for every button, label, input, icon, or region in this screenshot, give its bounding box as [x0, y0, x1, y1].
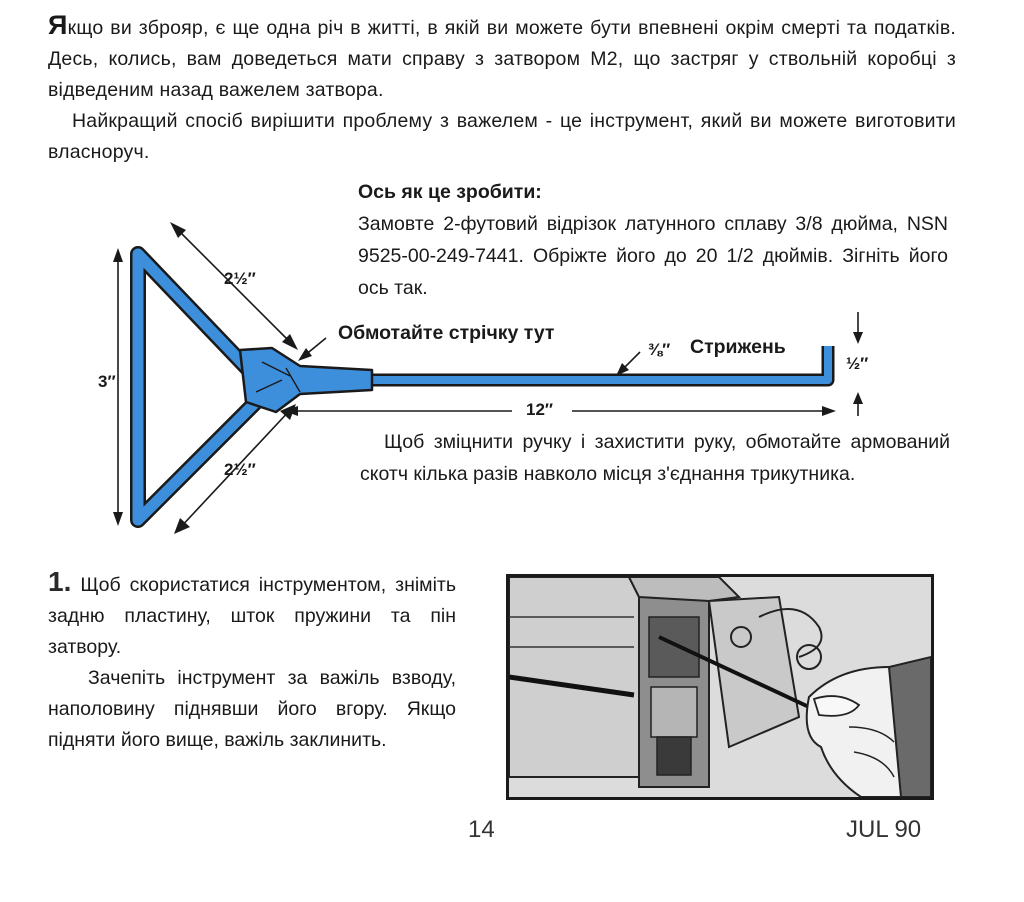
step-number: 1. [48, 566, 72, 597]
tape-leader-arrow [298, 338, 326, 361]
step-1-text-1: Щоб скористатися інструментом, зніміть задню пластину, шток пружини та пін затвору. [48, 574, 456, 658]
rod-length-label: 12″ [526, 400, 554, 419]
rod-label: Стрижень [690, 336, 786, 358]
intro-paragraph-1-text: кщо ви зброяр, є ще одна річ в житті, в якій ви можете бути впевнені окрім смерті та податків. Десь, колись, вам доведеться мати справу з затвором M2, що застряг у ствольній коробці з відведеним назад важелем затвора. [48, 17, 956, 101]
publication-date: JUL 90 [846, 816, 922, 843]
wrap-note [360, 426, 950, 490]
step-1 [48, 566, 456, 756]
step-1-paragraph-1 [48, 566, 456, 663]
instructions-heading: Ось як це зробити: [358, 181, 542, 203]
instructions-body: Замовте 2-футовий відрізок латунного сплаву 3/8 дюйма, NSN 9525-00-249-7441. Обріжте його до 20 1/2 дюймів. Зігніть його ось так. [358, 213, 948, 299]
intro-paragraph-2: Найкращий спосіб вирішити проблему з важелем - це інструмент, який ви можете виготовити власноруч. [48, 110, 956, 163]
rod-size-label: ⅜″ [648, 340, 671, 359]
tool-usage-illustration [506, 574, 934, 800]
rod-length-dimension-line [284, 406, 836, 416]
wrap-note-text: Щоб зміцнити ручку і захистити руку, обмотайте армований скотч кілька разів навколо місця з'єднання трикутника. [360, 431, 950, 485]
tape-here-label: Обмотайте стрічку тут [338, 322, 555, 344]
rod-leader-arrow [616, 352, 640, 376]
upper-side-label: 2½″ [224, 269, 256, 288]
step-1-paragraph-2: Зачепіть інструмент за важіль взводу, наполовину піднявши його вгору. Якщо підняти його вище, важіль заклинить. [48, 667, 456, 751]
drop-cap: Я [48, 10, 68, 40]
hook-height-label: ½″ [846, 354, 869, 373]
page-number: 14 [468, 816, 495, 843]
receiver-and-hand-drawing [509, 577, 931, 797]
height-label: 3″ [98, 372, 116, 391]
lower-side-label: 2½″ [224, 460, 256, 479]
